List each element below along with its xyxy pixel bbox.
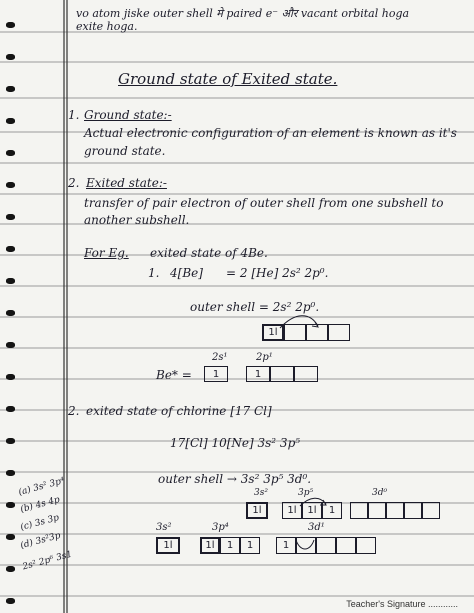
cl-ground-label-3p: 3p⁵ — [298, 488, 314, 498]
section3-config: 17[Cl] 10[Ne] 3s² 3p⁵ — [170, 436, 301, 450]
cl-ground-label-3s: 3s² — [254, 488, 268, 498]
section2-body1: transfer of pair electron of outer shell from one subshell to — [84, 196, 444, 210]
example-config-left: 4[Be] — [170, 266, 203, 280]
cl-excited-3p-box-1: 1l — [200, 537, 220, 554]
cl-excited-3d-box — [316, 537, 336, 554]
section1-number: 1. — [68, 108, 80, 122]
be-label-2s: 2s¹ — [212, 352, 228, 363]
margin-note-b: (b) 4s 4p — [19, 494, 61, 516]
binding-hole — [6, 342, 15, 348]
binding-hole — [6, 118, 15, 124]
margin-note-a: (a) 3s² 3p⁴ — [17, 476, 66, 498]
top-note-line2: exite hoga. — [76, 20, 138, 33]
binding-hole — [6, 374, 15, 380]
binding-hole — [6, 502, 15, 508]
example-label: For Eg. — [84, 246, 129, 260]
margin-note-c: (c) 3s 3p — [19, 513, 61, 533]
cl-ground-3p-box-1: 1l — [282, 502, 302, 519]
cl-excited-3d-box — [336, 537, 356, 554]
be-star-label: Be* = — [156, 368, 192, 382]
cl-ground-3d-box — [386, 502, 404, 519]
example-title: exited state of 4Be. — [150, 246, 268, 260]
cl-excited-3p-box-2: 1 — [220, 537, 240, 554]
cl-excited-label-3d: 3d¹ — [308, 522, 325, 533]
binding-hole — [6, 438, 15, 444]
cl-ground-3s-box: 1l — [246, 502, 268, 519]
cl-excited-3d-box — [356, 537, 376, 554]
binding-hole — [6, 22, 15, 28]
section2-number: 2. — [68, 176, 80, 190]
binding-hole — [6, 150, 15, 156]
section3-outer-shell: outer shell → 3s² 3p⁵ 3d⁰. — [158, 472, 312, 486]
be-excited-2p-box — [294, 366, 318, 382]
section1-body1: Actual electronic configuration of an element is known as it's — [84, 126, 457, 140]
cl-excited-3d-box — [296, 537, 316, 554]
cl-ground-3d-box — [404, 502, 422, 519]
binding-hole — [6, 86, 15, 92]
be-excited-2p-box — [270, 366, 294, 382]
be-ground-2p-box — [306, 324, 328, 341]
be-ground-2p-box — [328, 324, 350, 341]
section3-number: 2. — [68, 404, 80, 418]
margin-note-e: 2s² 2p⁶ 3s1 — [21, 549, 74, 573]
cl-excited-3p-box-3: 1 — [240, 537, 260, 554]
cl-excited-3s-box: 1l — [156, 537, 180, 554]
binding-hole — [6, 246, 15, 252]
binding-hole — [6, 214, 15, 220]
binding-hole — [6, 598, 15, 604]
binding-hole — [6, 278, 15, 284]
example-item-number: 1. — [148, 266, 160, 280]
be-ground-2p-box — [284, 324, 306, 341]
cl-ground-3d-box — [422, 502, 440, 519]
binding-hole — [6, 470, 15, 476]
binding-hole — [6, 310, 15, 316]
cl-excited-3d-box-1: 1 — [276, 537, 296, 554]
be-excited-2s-box: 1 — [204, 366, 228, 382]
top-note-line1: vo atom jiske outer shell मे paired e⁻ और vacant orbital hoga — [76, 7, 410, 20]
be-excited-2p-box: 1 — [246, 366, 270, 382]
binding-hole — [6, 54, 15, 60]
cl-excited-label-3p: 3p⁴ — [212, 522, 229, 533]
page-title: Ground state of Exited state. — [118, 70, 338, 88]
section2-heading: Exited state:- — [86, 176, 167, 190]
cl-excited-label-3s: 3s² — [156, 522, 172, 533]
example-outer-shell: outer shell = 2s² 2p⁰. — [190, 300, 320, 314]
example-config-right: = 2 [He] 2s² 2p⁰. — [226, 266, 329, 280]
teacher-signature-label: Teacher's Signature ............ — [346, 599, 458, 609]
be-ground-2s-box: 1l — [262, 324, 284, 341]
binding-hole — [6, 182, 15, 188]
section1-heading: Ground state:- — [84, 108, 172, 122]
cl-ground-3p-box-3: 1 — [322, 502, 342, 519]
section1-body2: ground state. — [84, 144, 166, 158]
cl-ground-3d-box — [368, 502, 386, 519]
binding-hole — [6, 566, 15, 572]
cl-ground-3p-box-2: 1l — [302, 502, 322, 519]
binding-hole — [6, 406, 15, 412]
cl-ground-3d-box — [350, 502, 368, 519]
binding-hole — [6, 534, 15, 540]
cl-ground-label-3d: 3d⁰ — [372, 488, 388, 498]
section2-body2: another subshell. — [84, 213, 190, 227]
be-label-2p: 2p¹ — [256, 352, 273, 363]
margin-note-d: (d) 3s²3p — [19, 530, 62, 552]
section3-heading: exited state of chlorine [17 Cl] — [86, 404, 272, 418]
